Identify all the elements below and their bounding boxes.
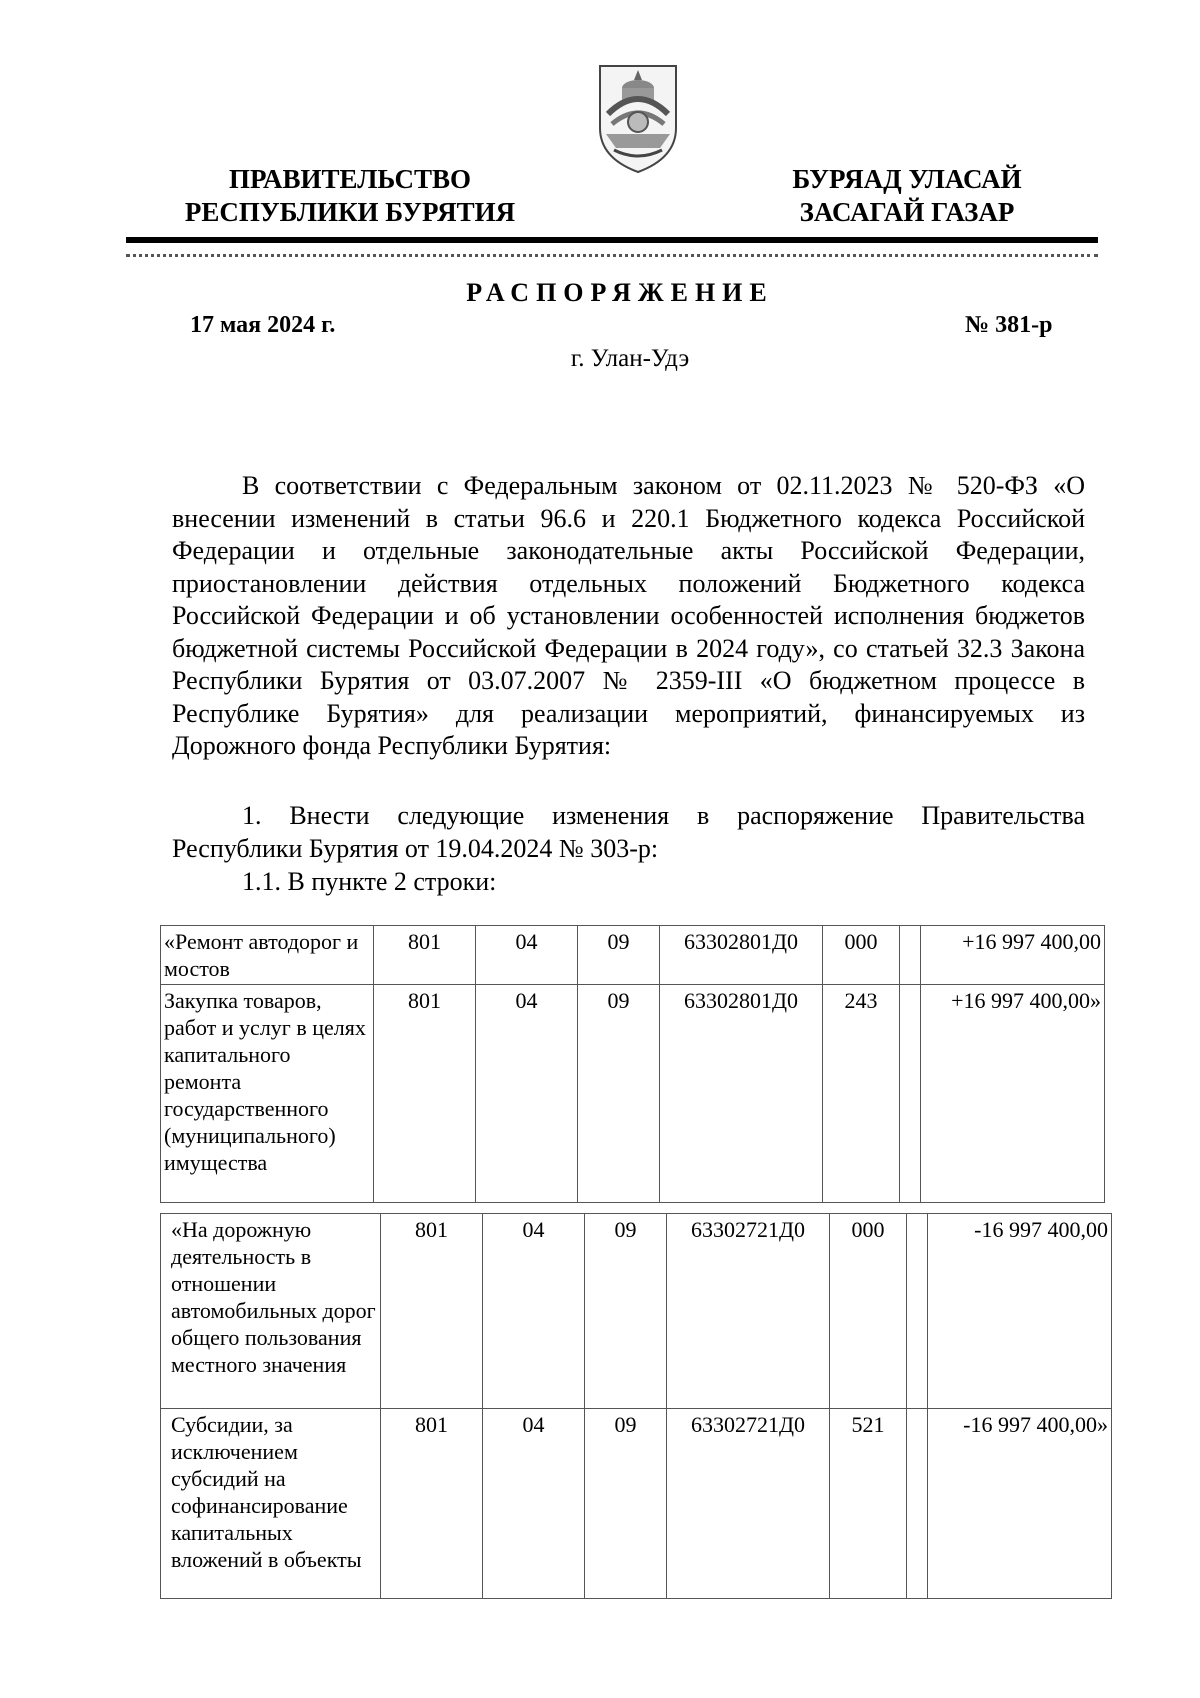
document-title: РАСПОРЯЖЕНИЕ	[466, 278, 774, 307]
clause-1-text: 1. Внести следующие изменения в распоряжение Правительства Республики Бурятия от 19.04.2024 № 303-р:	[172, 801, 1085, 863]
amount-cell: +16 997 400,00	[921, 926, 1105, 985]
empty-cell	[900, 985, 921, 1203]
clause-1-paragraph	[172, 800, 1085, 865]
header-dotted-rule	[126, 254, 1098, 257]
row-name-cell: «На дорожную деятельность в отношении автомобильных дорог общего пользования местного значения	[161, 1214, 381, 1409]
empty-cell	[907, 1409, 928, 1599]
section-code-cell: 04	[483, 1409, 585, 1599]
org-name-buryat	[762, 163, 1052, 229]
target-article-cell: 63302721Д0	[667, 1409, 830, 1599]
preamble-paragraph	[172, 470, 1085, 763]
amendment-table-1	[160, 925, 1105, 1203]
section-code-cell: 04	[476, 985, 578, 1203]
expense-type-cell: 000	[830, 1214, 907, 1409]
section-code-cell: 04	[483, 1214, 585, 1409]
empty-cell	[900, 926, 921, 985]
target-article-cell: 63302801Д0	[660, 926, 823, 985]
ministry-code-cell: 801	[374, 985, 476, 1203]
row-name-cell: Субсидии, за исключением субсидий на софинансирование капитальных вложений в объекты	[161, 1409, 381, 1599]
amount-cell: -16 997 400,00	[928, 1214, 1112, 1409]
preamble-text: В соответствии с Федеральным законом от 02.11.2023 № 520-ФЗ «О внесении изменений в статьи 96.6 и 220.1 Бюджетного кодекса Российской Федерации и отдельные законодательные акты Российской Федерации, приостановлении действия отдельных положений Бюджетного кодекса Российской Федерации и об установлении особенностей исполнения бюджетов бюджетной системы Российской Федерации в 2024 году», со статьей 32.3 Закона Республики Бурятия от 03.07.2007 № 2359-III «О бюджетном процессе в Республике Бурятия» для реализации мероприятий, финансируемых из Дорожного фонда Республики Бурятия:	[172, 471, 1085, 760]
subsection-code-cell: 09	[578, 926, 660, 985]
header-thick-rule	[126, 237, 1098, 243]
subsection-code-cell: 09	[585, 1214, 667, 1409]
org-name-line2: РЕСПУБЛИКИ БУРЯТИЯ	[184, 197, 516, 227]
empty-cell	[907, 1214, 928, 1409]
subsection-code-cell: 09	[585, 1409, 667, 1599]
target-article-cell: 63302721Д0	[667, 1214, 830, 1409]
document-date: 17 мая 2024 г.	[190, 312, 336, 338]
amendment-table-2	[160, 1213, 1112, 1599]
amount-cell: -16 997 400,00»	[928, 1409, 1112, 1599]
ministry-code-cell: 801	[374, 926, 476, 985]
expense-type-cell: 243	[823, 985, 900, 1203]
table-row	[161, 1409, 1112, 1599]
org-name-line1: ПРАВИТЕЛЬСТВО	[228, 164, 472, 194]
expense-type-cell: 521	[830, 1409, 907, 1599]
document-city: г. Улан-Удэ	[570, 345, 690, 372]
row-name-cell: Закупка товаров, работ и услуг в целях капитального ремонта государственного (муниципального) имущества	[161, 985, 374, 1203]
org-name-buryat-line1: БУРЯАД УЛАСАЙ	[792, 164, 1022, 194]
row-name-cell: «Ремонт автодорог и мостов	[161, 926, 374, 985]
target-article-cell: 63302801Д0	[660, 985, 823, 1203]
amount-cell: +16 997 400,00»	[921, 985, 1105, 1203]
section-code-cell: 04	[476, 926, 578, 985]
expense-type-cell: 000	[823, 926, 900, 985]
subsection-code-cell: 09	[578, 985, 660, 1203]
document-number: № 381-р	[965, 312, 1053, 338]
clause-1-1-text: 1.1. В пункте 2 строки:	[242, 867, 497, 896]
coat-of-arms-icon	[596, 58, 680, 176]
table-row	[161, 985, 1105, 1203]
ministry-code-cell: 801	[381, 1214, 483, 1409]
table-row	[161, 926, 1105, 985]
clause-1-1-paragraph	[242, 866, 1042, 899]
ministry-code-cell: 801	[381, 1409, 483, 1599]
org-name-buryat-line2: ЗАСАГАЙ ГАЗАР	[799, 197, 1015, 227]
org-name-russian	[150, 163, 550, 229]
table-row	[161, 1214, 1112, 1409]
